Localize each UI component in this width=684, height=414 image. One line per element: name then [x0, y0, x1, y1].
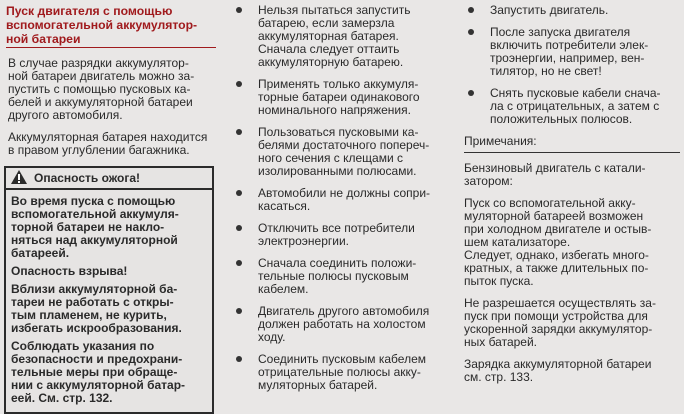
note-cold-engine: Пуск со вспомогательной акку- муляторной батареей возможен при холодном двигателе и остыв- шем катализаторе.	[464, 196, 652, 249]
note-catalyst: Бензиновый двигатель с катали- затором:	[464, 161, 646, 188]
column-left	[0, 0, 222, 414]
list-item: Сначала соединить положи- тельные полюсы пусковым кабелем.	[232, 257, 454, 296]
column-right	[464, 0, 680, 384]
bullet-icon	[236, 225, 242, 231]
bullet-list-right	[464, 4, 680, 126]
list-item: Запустить двигатель.	[464, 4, 680, 17]
warning-safety-text: Соблюдать указания по безопасности и предохрани- тельные меры при обраще- нии с аккумуляторной батар- еей. См. стр. 132.	[11, 339, 186, 405]
list-item: Отключить все потребители электроэнергии.	[232, 222, 454, 248]
section-title: Пуск двигателя с помощью вспомогательной аккумулятор- ной батареи	[6, 4, 216, 48]
note-fast-charger: Не разрешается осуществлять за- пуск при помощи устройства для ускоренной зарядки аккумулятор- ных батарей.	[464, 296, 656, 349]
list-item: Двигатель другого автомобиля должен работать на холостом ходу.	[232, 305, 454, 344]
note-charging-reference: Зарядка аккумуляторной батареи см. стр. 133.	[464, 357, 652, 384]
list-item: Снять пусковые кабели снача- ла с отрицательных, а затем с положительных полюсов.	[464, 87, 680, 126]
list-item: Автомобили не должны сопри- касаться.	[232, 187, 454, 213]
bullet-icon	[468, 29, 474, 35]
bullet-icon	[236, 81, 242, 87]
warning-triangle-icon	[10, 169, 28, 188]
warning-explosion-heading: Опасность взрыва!	[11, 264, 128, 278]
list-item: Применять только аккумуля- торные батареи одинакового номинального напряжения.	[232, 78, 454, 117]
warning-flame-text: Вблизи аккумуляторной ба- тареи не работать с откры- тым пламенем, не курить, избегать искрообразования.	[11, 282, 182, 335]
bullet-icon	[468, 7, 474, 13]
bullet-icon	[468, 90, 474, 96]
bullet-icon	[236, 260, 242, 266]
bullet-icon	[236, 129, 242, 135]
column-middle	[232, 0, 454, 401]
bullet-list-middle	[232, 4, 454, 392]
notes-heading: Примечания:	[464, 135, 680, 153]
warning-header	[6, 168, 212, 190]
intro-paragraph: В случае разрядки аккумулятор- ной батареи двигатель можно за- пустить с помощью пусковых ка- белей и аккумуляторной батареи другого автомобиля.	[8, 56, 195, 122]
warning-heading: Опасность ожога!	[34, 171, 140, 185]
note-avoid-repeated: Следует, однако, избегать много- кратных, а также длительных по- пыток пуска.	[464, 248, 649, 288]
list-item: Пользоваться пусковыми ка- белями достаточного попереч- ного сечения с клещами с изолированными полюсами.	[232, 126, 454, 178]
list-item: После запуска двигателя включить потребители элек- троэнергии, например, вен- тилятор, но не свет!	[464, 26, 680, 78]
warning-burn-text: Во время пуска с помощью вспомогательной аккумуля- торной батареи не накло- няться над аккумуляторной батареей.	[11, 194, 179, 260]
list-item: Соединить пусковым кабелем отрицательные полюсы акку- муляторных батарей.	[232, 353, 454, 392]
warning-box	[4, 166, 214, 414]
bullet-icon	[236, 190, 242, 196]
bullet-icon	[236, 356, 242, 362]
bullet-icon	[236, 7, 242, 13]
battery-location-paragraph: Аккумуляторная батарея находится в правом углублении багажника.	[8, 130, 208, 157]
bullet-icon	[236, 308, 242, 314]
list-item: Нельзя пытаться запустить батарею, если замерзла аккумуляторная батарея. Сначала следует оттаить аккумуляторную батарею.	[232, 4, 454, 69]
